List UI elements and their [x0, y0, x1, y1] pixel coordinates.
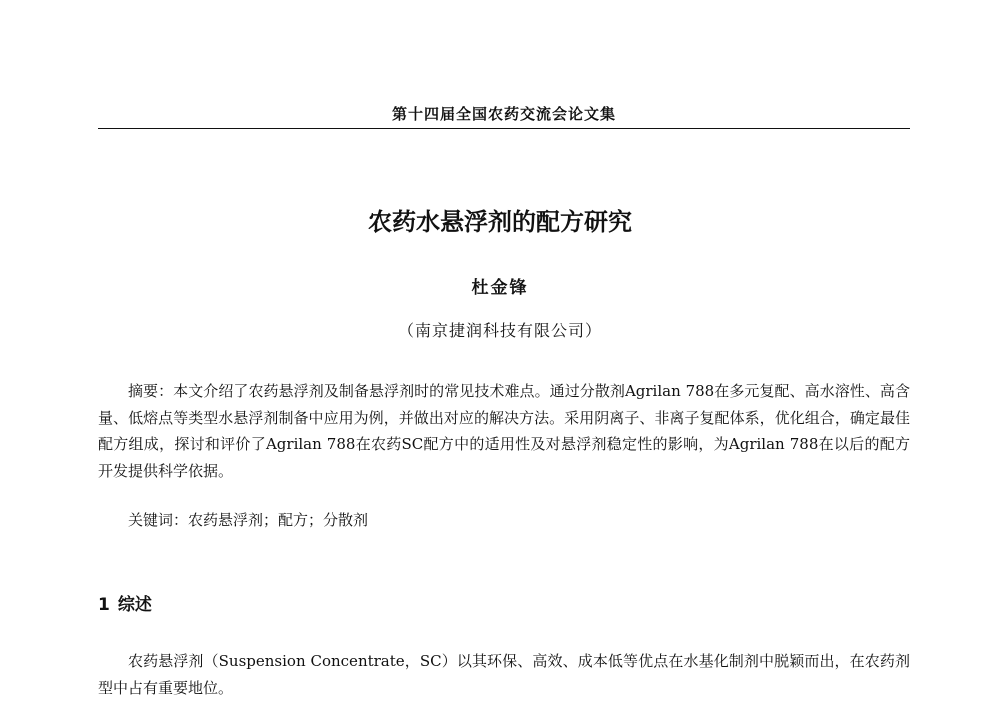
- author-affiliation: （南京捷润科技有限公司）: [397, 321, 602, 340]
- section-body-paragraph: 农药悬浮剂（Suspension Concentrate，SC）以其环保、高效、成本低等优点在水基化制剂中脱颖而出，在农药剂型中占有重要地位。: [98, 652, 910, 697]
- keywords-line: 关键词：农药悬浮剂；配方；分散剂: [128, 511, 369, 529]
- paper-title: 农药水悬浮剂的配方研究: [368, 207, 632, 236]
- section-title: 综述: [117, 595, 152, 615]
- abstract-paragraph: 摘要：本文介绍了农药悬浮剂及制备悬浮剂时的常见技术难点。通过分散剂Agrilan 788在多元复配、高水溶性、高含量、低熔点等类型水悬浮剂制备中应用为例，并做出对应的解决方法。采用阴离子、非离子复配体系，优化组合，确定最佳配方组成，探讨和评价了Agrilan 788在农药SC配方中的适用性及对悬浮剂稳定性的影响，为Agrilan 788在以后的配方开发提供科学依据。: [98, 382, 910, 480]
- author-name: 杜金锋: [471, 278, 529, 298]
- section-heading: [98, 592, 152, 618]
- running-header: 第十四届全国农药交流会论文集: [391, 105, 616, 123]
- header-rule: [98, 128, 910, 129]
- section-number: 1: [98, 595, 110, 615]
